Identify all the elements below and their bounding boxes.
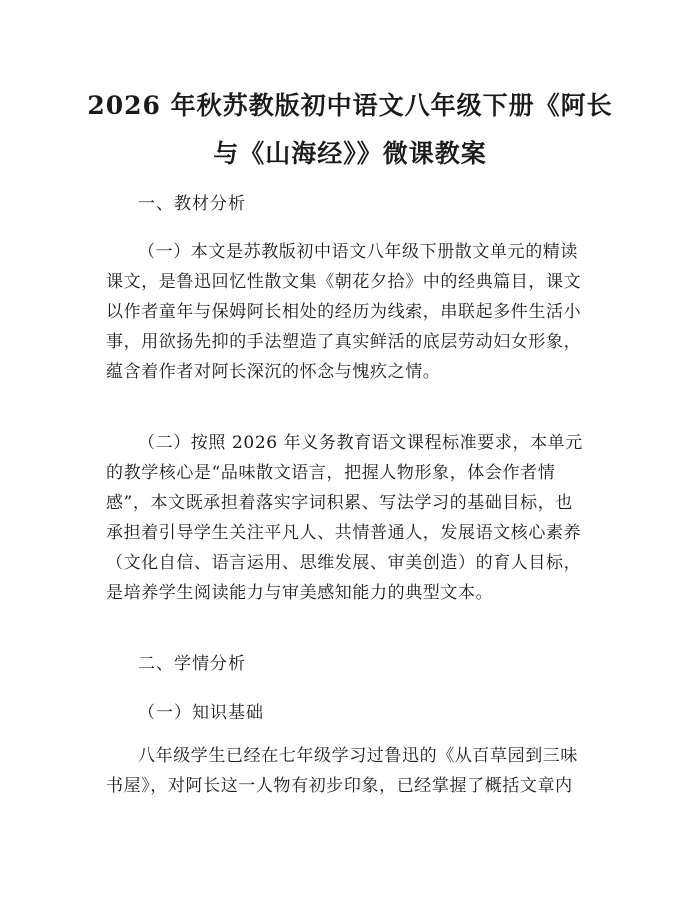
title-line-1: 2026 年秋苏教版初中语文八年级下册《阿长 (87, 91, 613, 120)
paragraph-line: 课文，是鲁迅回忆性散文集《朝花夕拾》中的经典篇目，课文 (106, 272, 582, 292)
paragraph-line: （文化自信、语言运用、思维发展、审美创造）的育人目标， (106, 553, 582, 573)
paragraph-textbook-analysis-2 (106, 428, 604, 608)
paragraph-line: 承担着引导学生关注平凡人、共情普通人，发展语文核心素养 (106, 523, 582, 543)
paragraph-knowledge-base (106, 741, 604, 801)
section-heading-student-analysis: 二、学情分析 (138, 654, 246, 674)
paragraph-line: 八年级学生已经在七年级学习过鲁迅的《从百草园到三味 (138, 746, 578, 766)
title-line-2: 与《山海经》》微课教案 (213, 139, 487, 168)
paragraph-line: 感”，本文既承担着落实字词积累、写法学习的基础目标，也 (106, 493, 573, 513)
paragraph-line: （二）按照 2026 年义务教育语文课程标准要求，本单元 (138, 433, 583, 453)
paragraph-textbook-analysis-1 (106, 237, 604, 387)
paragraph-line: 是培养学生阅读能力与审美感知能力的典型文本。 (106, 583, 494, 603)
document-title (60, 82, 640, 178)
paragraph-line: 事，用欲扬先抑的手法塑造了真实鲜活的底层劳动妇女形象， (106, 332, 582, 352)
paragraph-line: （一）本文是苏教版初中语文八年级下册散文单元的精读 (138, 242, 578, 262)
section-heading-textbook-analysis: 一、教材分析 (138, 194, 246, 214)
paragraph-line: 以作者童年与保姆阿长相处的经历为线索，串联起多件生活小 (106, 302, 582, 322)
subheading-knowledge-base: （一）知识基础 (138, 703, 264, 723)
paragraph-line: 书屋》，对阿长这一人物有初步印象，已经掌握了概括文章内 (106, 776, 573, 796)
paragraph-line: 的教学核心是“品味散文语言，把握人物形象，体会作者情 (106, 463, 556, 483)
paragraph-line: 蕴含着作者对阿长深沉的怀念与愧疚之情。 (106, 362, 441, 382)
